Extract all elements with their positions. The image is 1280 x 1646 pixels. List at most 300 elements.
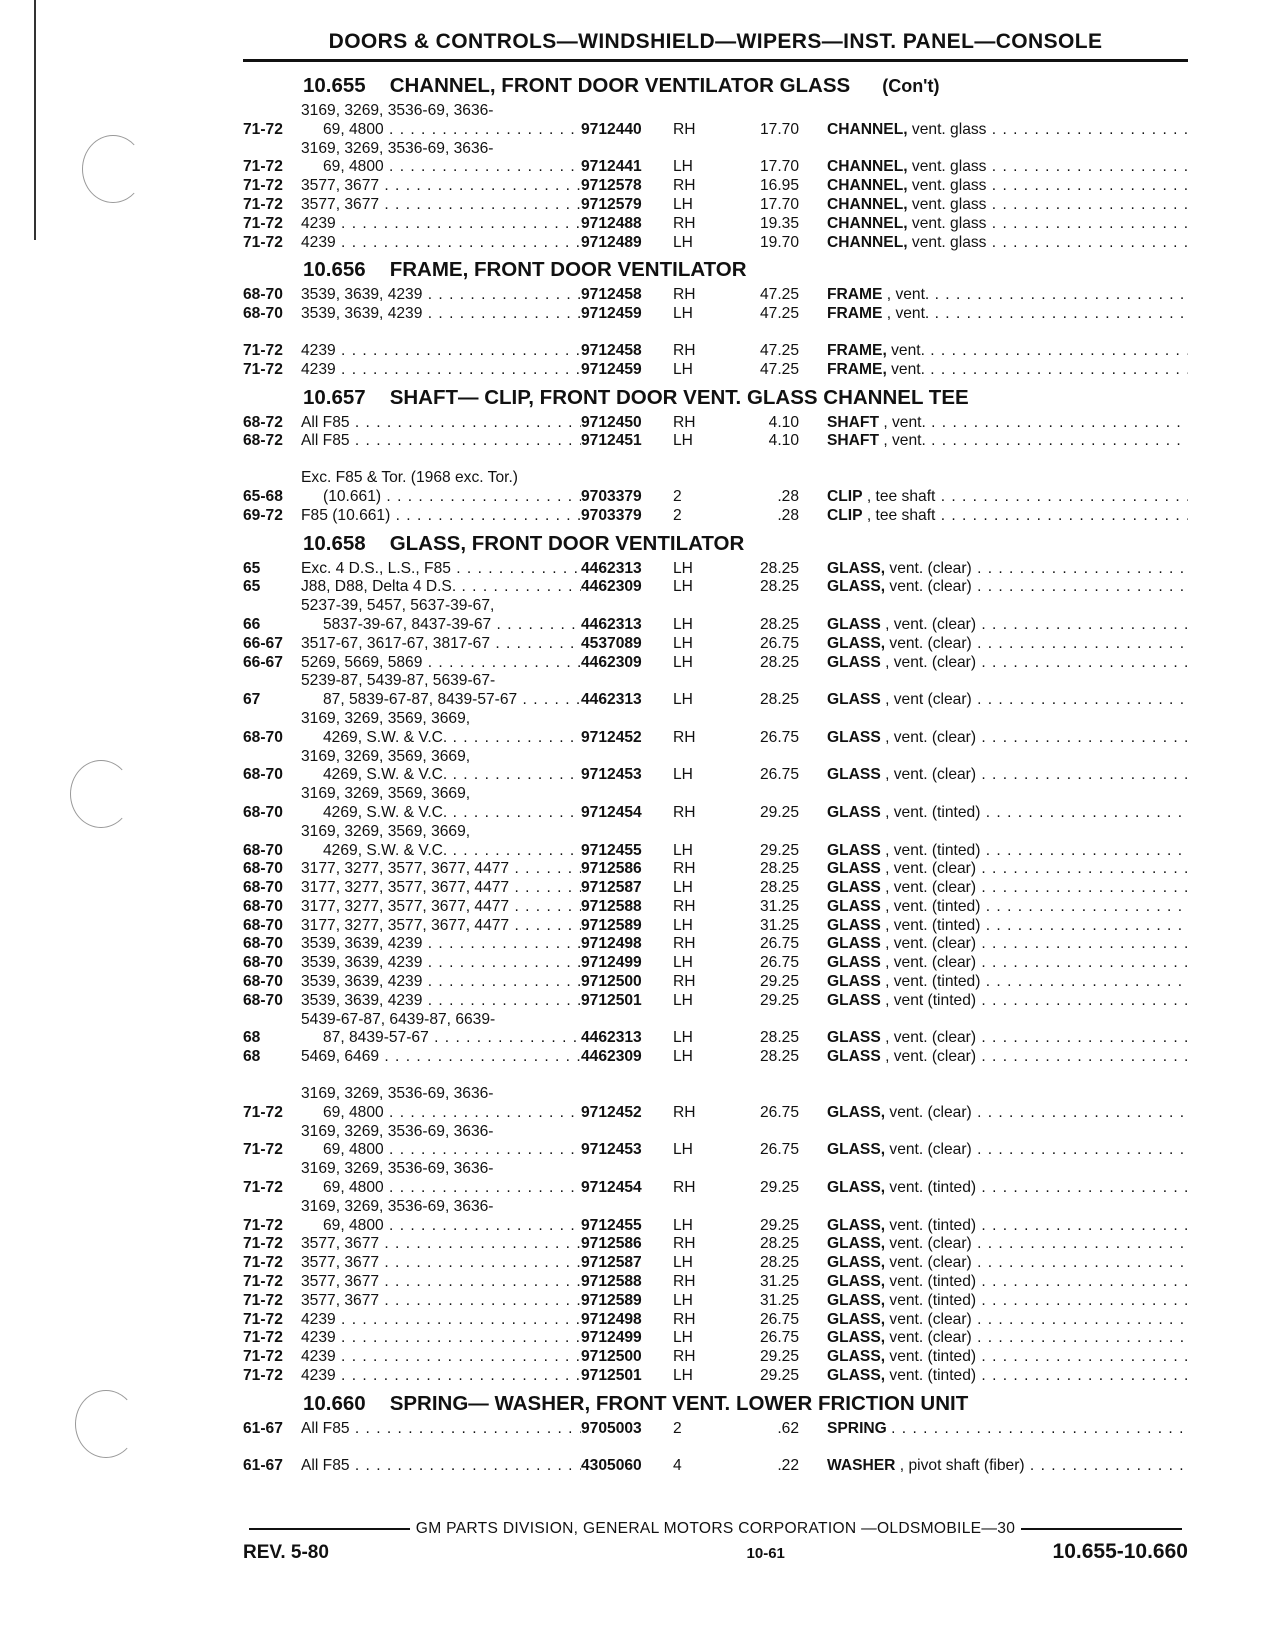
description-name: SHAFT xyxy=(827,413,879,431)
description xyxy=(827,616,1188,635)
section-title: FRAME, FRONT DOOR VENTILATOR xyxy=(389,258,747,282)
quantity-side: RH xyxy=(673,1310,696,1328)
model-years: 71-72 xyxy=(243,195,283,213)
parts-row xyxy=(243,1160,1188,1198)
quantity-side: LH xyxy=(673,578,693,596)
price: 29.25 xyxy=(759,803,799,821)
model-line: All F85 . . . xyxy=(301,1457,581,1476)
description xyxy=(827,973,1188,992)
description-detail: vent. (clear) xyxy=(889,1254,972,1272)
description-name: GLASS xyxy=(827,803,881,821)
page-left-rule xyxy=(34,0,36,240)
model-line: 3577, 3677 . . . xyxy=(301,1254,581,1273)
description xyxy=(827,804,1188,823)
part-number: 9703379 xyxy=(581,506,642,524)
quantity-side: RH xyxy=(673,935,696,953)
part-number: 9712501 xyxy=(581,1367,642,1385)
model-line: 87, 8439-57-67 . . . xyxy=(301,1029,581,1048)
description xyxy=(827,414,1188,433)
parts-row xyxy=(243,597,1188,635)
part-number: 9712453 xyxy=(581,766,642,784)
model-years: 68 xyxy=(243,1048,261,1066)
description xyxy=(827,1292,1188,1311)
parts-row xyxy=(243,361,1188,380)
model-line: 69, 4800 . . . xyxy=(301,1179,581,1198)
model-line: 69, 4800 . . . xyxy=(301,1141,581,1160)
model-list xyxy=(301,785,581,823)
parts-row xyxy=(243,1457,1188,1476)
quantity-side: 4 xyxy=(673,1456,682,1474)
model-list xyxy=(301,1048,581,1067)
model-line: 69, 4800 . . . xyxy=(301,121,581,140)
parts-row xyxy=(243,1329,1188,1348)
model-list xyxy=(301,1273,581,1292)
model-years: 68-70 xyxy=(243,879,283,897)
model-years: 68-70 xyxy=(243,935,283,953)
parts-row xyxy=(243,1254,1188,1273)
section-title: SHAFT— CLIP, FRONT DOOR VENT. GLASS CHANNEL TEE xyxy=(389,385,969,409)
model-years: 68-70 xyxy=(243,841,283,859)
description xyxy=(827,898,1188,917)
parts-row xyxy=(243,823,1188,861)
description-detail: , vent. (tinted) xyxy=(885,803,981,821)
model-years: 65 xyxy=(243,559,261,577)
section-number: 10.660 xyxy=(303,1391,366,1415)
description-name: FRAME xyxy=(827,305,883,323)
model-line: 3169, 3269, 3536-69, 3636- xyxy=(301,139,494,157)
model-years: 71-72 xyxy=(243,1310,283,1328)
footer-rule-left xyxy=(249,1528,410,1530)
description-name: SHAFT xyxy=(827,432,879,450)
price: 47.25 xyxy=(759,305,799,323)
part-number: 9712586 xyxy=(581,860,642,878)
price: 26.75 xyxy=(759,1329,799,1347)
section-number: 10.657 xyxy=(303,385,366,409)
model-line: 4239 . . . xyxy=(301,1348,581,1367)
description-name: GLASS xyxy=(827,879,881,897)
model-line: 4239 . . . xyxy=(301,215,581,234)
quantity-side: LH xyxy=(673,991,693,1009)
part-number: 9712453 xyxy=(581,1141,642,1159)
description-detail: , tee shaft xyxy=(866,506,936,524)
description-name: GLASS xyxy=(827,991,881,1009)
price: 16.95 xyxy=(759,177,799,195)
part-number: 4462313 xyxy=(581,559,642,577)
price: 28.25 xyxy=(759,615,799,633)
model-years: 61-67 xyxy=(243,1419,283,1437)
description-detail: , vent. (clear) xyxy=(885,766,977,784)
description xyxy=(827,158,1188,177)
description xyxy=(827,1457,1188,1476)
model-list xyxy=(301,140,581,178)
model-years: 68-70 xyxy=(243,991,283,1009)
description xyxy=(827,432,1188,451)
model-years: 68-70 xyxy=(243,916,283,934)
description-detail: , pivot shaft (fiber) xyxy=(899,1456,1025,1474)
description xyxy=(827,1348,1188,1367)
model-line: 3539, 3639, 4239 . . . xyxy=(301,286,581,305)
quantity-side: RH xyxy=(673,177,696,195)
description xyxy=(827,215,1188,234)
description-name: CLIP xyxy=(827,506,863,524)
description-detail: vent. glass xyxy=(911,214,987,232)
parts-row xyxy=(243,860,1188,879)
model-list xyxy=(301,102,581,140)
description-detail: , vent. xyxy=(886,286,930,304)
model-years: 68-70 xyxy=(243,897,283,915)
description xyxy=(827,578,1188,597)
model-years: 68-72 xyxy=(243,413,283,431)
description xyxy=(827,1104,1188,1123)
model-line: 3577, 3677 . . . xyxy=(301,1235,581,1254)
model-years: 68-70 xyxy=(243,973,283,991)
parts-row xyxy=(243,785,1188,823)
model-line: 4239 . . . xyxy=(301,1367,581,1386)
model-line: J88, D88, Delta 4 D.S. . . . xyxy=(301,578,581,597)
description xyxy=(827,635,1188,654)
price: 29.25 xyxy=(759,1367,799,1385)
quantity-side: LH xyxy=(673,1048,693,1066)
section-number: 10.658 xyxy=(303,531,366,555)
quantity-side: LH xyxy=(673,1291,693,1309)
quantity-side: RH xyxy=(673,973,696,991)
description-detail: vent. (clear) xyxy=(889,1329,972,1347)
description-detail: vent. glass xyxy=(911,120,987,138)
footer-rule-right xyxy=(1021,1528,1182,1530)
model-years: 68-70 xyxy=(243,728,283,746)
description-detail: vent. (tinted) xyxy=(889,1367,977,1385)
model-line: 87, 5839-67-87, 8439-57-67 . . . xyxy=(301,691,581,710)
quantity-side: RH xyxy=(673,1179,696,1197)
model-years: 71-72 xyxy=(243,1216,283,1234)
part-number: 4462313 xyxy=(581,691,642,709)
quantity-side: RH xyxy=(673,120,696,138)
part-number: 9712455 xyxy=(581,841,642,859)
description xyxy=(827,766,1188,785)
parts-row xyxy=(243,1311,1188,1330)
section-number: 10.655 xyxy=(303,74,366,97)
part-number: 9712588 xyxy=(581,897,642,915)
description-detail: vent. (clear) xyxy=(889,559,972,577)
description-name: CHANNEL, xyxy=(827,177,908,195)
description-name: CHANNEL, xyxy=(827,120,908,138)
parts-row xyxy=(243,1123,1188,1161)
part-number: 9712578 xyxy=(581,177,642,195)
model-years: 68-70 xyxy=(243,286,283,304)
model-list xyxy=(301,1123,581,1161)
section-title: GLASS, FRONT DOOR VENTILATOR xyxy=(389,531,745,555)
price: 29.25 xyxy=(759,1348,799,1366)
description-detail: , tee shaft xyxy=(866,487,936,505)
description-detail: , vent. (clear) xyxy=(885,615,977,633)
description-name: GLASS, xyxy=(827,1103,886,1121)
part-number: 9712501 xyxy=(581,991,642,1009)
price: .62 xyxy=(777,1419,799,1437)
price: 26.75 xyxy=(759,954,799,972)
price: 28.25 xyxy=(759,879,799,897)
description xyxy=(827,691,1188,710)
model-list xyxy=(301,196,581,215)
description-name: GLASS, xyxy=(827,1367,886,1385)
part-number: 9712489 xyxy=(581,233,642,251)
model-list xyxy=(301,1235,581,1254)
model-years: 61-67 xyxy=(243,1456,283,1474)
price: 26.75 xyxy=(759,935,799,953)
price: 29.25 xyxy=(759,841,799,859)
part-number: 9712499 xyxy=(581,1329,642,1347)
description-detail: vent. (tinted) xyxy=(889,1273,977,1291)
parts-row xyxy=(243,414,1188,433)
description-name: GLASS, xyxy=(827,578,886,596)
model-years: 68-70 xyxy=(243,766,283,784)
part-number: 4462309 xyxy=(581,1048,642,1066)
price: 31.25 xyxy=(759,916,799,934)
model-line: 5439-67-87, 6439-87, 6639- xyxy=(301,1010,496,1028)
model-list xyxy=(301,361,581,380)
description-name: GLASS, xyxy=(827,1216,886,1234)
model-list xyxy=(301,1160,581,1198)
parts-row xyxy=(243,1048,1188,1067)
model-list xyxy=(301,560,581,579)
binder-hole xyxy=(75,1390,137,1458)
model-years: 71-72 xyxy=(243,214,283,232)
description-name: CHANNEL, xyxy=(827,214,908,232)
quantity-side: RH xyxy=(673,341,696,359)
part-number: 9712458 xyxy=(581,341,642,359)
quantity-side: LH xyxy=(673,1254,693,1272)
description-name: GLASS, xyxy=(827,1348,886,1366)
model-list xyxy=(301,1329,581,1348)
model-line: 4239 . . . xyxy=(301,1329,581,1348)
description-detail: , vent. xyxy=(883,432,926,450)
description-name: GLASS xyxy=(827,691,881,709)
model-line: 3169, 3269, 3536-69, 3636- xyxy=(301,1122,494,1140)
description-name: CHANNEL, xyxy=(827,158,908,176)
description xyxy=(827,361,1188,380)
description xyxy=(827,1311,1188,1330)
model-years: 69-72 xyxy=(243,506,283,524)
model-list xyxy=(301,710,581,748)
quantity-side: RH xyxy=(673,1235,696,1253)
quantity-side: LH xyxy=(673,305,693,323)
quantity-side: LH xyxy=(673,634,693,652)
model-list xyxy=(301,215,581,234)
description-detail: vent. glass xyxy=(911,195,987,213)
description-detail: , vent. (clear) xyxy=(885,860,977,878)
description-name: GLASS xyxy=(827,954,881,972)
part-number: 9712450 xyxy=(581,413,642,431)
model-line: 3539, 3639, 4239 . . . xyxy=(301,992,581,1011)
description xyxy=(827,935,1188,954)
description-name: GLASS, xyxy=(827,634,886,652)
footer-bottom xyxy=(243,1540,1188,1564)
model-list xyxy=(301,1367,581,1386)
description xyxy=(827,954,1188,973)
part-number: 4537089 xyxy=(581,634,642,652)
description-name: GLASS xyxy=(827,860,881,878)
model-line: F85 (10.661) . . . xyxy=(301,507,581,526)
model-line: 3539, 3639, 4239 . . . xyxy=(301,305,581,324)
section-heading xyxy=(243,1392,1188,1416)
revision-label: REV. 5-80 xyxy=(243,1542,329,1563)
price: 26.75 xyxy=(759,1103,799,1121)
model-years: 71-72 xyxy=(243,1291,283,1309)
price: 29.25 xyxy=(759,1216,799,1234)
description-detail: , vent. (tinted) xyxy=(885,841,981,859)
model-line: 5837-39-67, 8437-39-67 . . . xyxy=(301,616,581,635)
description xyxy=(827,860,1188,879)
model-years: 65-68 xyxy=(243,487,283,505)
price: 4.10 xyxy=(768,413,799,431)
model-years: 71-72 xyxy=(243,1103,283,1121)
description xyxy=(827,654,1188,673)
model-line: 4239 . . . xyxy=(301,342,581,361)
description xyxy=(827,488,1188,507)
description-detail: , vent. xyxy=(883,413,926,431)
parts-row xyxy=(243,342,1188,361)
description-detail: vent. (clear) xyxy=(889,1141,972,1159)
quantity-side: LH xyxy=(673,1141,693,1159)
price: 28.25 xyxy=(759,691,799,709)
part-number: 9712587 xyxy=(581,879,642,897)
model-line: All F85 . . . xyxy=(301,414,581,433)
parts-row xyxy=(243,898,1188,917)
parts-row xyxy=(243,992,1188,1011)
description-detail: vent. (clear) xyxy=(889,634,972,652)
price: 19.35 xyxy=(759,214,799,232)
price: 29.25 xyxy=(759,991,799,1009)
model-list xyxy=(301,469,581,507)
description-detail: , vent. (tinted) xyxy=(885,916,981,934)
parts-row xyxy=(243,879,1188,898)
part-number: 9712452 xyxy=(581,1103,642,1121)
parts-row xyxy=(243,102,1188,140)
description xyxy=(827,1235,1188,1254)
model-list xyxy=(301,898,581,917)
price: .22 xyxy=(777,1456,799,1474)
part-number: 9712500 xyxy=(581,1348,642,1366)
part-number: 9712441 xyxy=(581,158,642,176)
description-name: FRAME xyxy=(827,286,883,304)
model-list xyxy=(301,1198,581,1236)
model-list xyxy=(301,305,581,324)
description-name: GLASS xyxy=(827,897,881,915)
section-number: 10.656 xyxy=(303,258,366,282)
part-number: 9712587 xyxy=(581,1254,642,1272)
model-years: 65 xyxy=(243,578,261,596)
part-number: 9712459 xyxy=(581,305,642,323)
description-detail: vent. xyxy=(891,360,925,378)
model-line: 69, 4800 . . . xyxy=(301,1217,581,1236)
model-line: Exc. 4 D.S., L.S., F85 . . . xyxy=(301,560,581,579)
description-detail: vent. glass xyxy=(911,177,987,195)
parts-row xyxy=(243,748,1188,786)
price: 17.70 xyxy=(759,120,799,138)
description-name: GLASS xyxy=(827,766,881,784)
model-line: 3539, 3639, 4239 . . . xyxy=(301,935,581,954)
model-years: 68-70 xyxy=(243,803,283,821)
model-list xyxy=(301,578,581,597)
model-line: 3169, 3269, 3536-69, 3636- xyxy=(301,1197,494,1215)
part-number: 4462309 xyxy=(581,578,642,596)
price: .28 xyxy=(777,506,799,524)
part-number: 9712500 xyxy=(581,973,642,991)
quantity-side: LH xyxy=(673,954,693,972)
model-years: 68-70 xyxy=(243,305,283,323)
model-line: All F85 . . . xyxy=(301,1420,581,1439)
model-years: 71-72 xyxy=(243,1367,283,1385)
description-detail: vent. (tinted) xyxy=(889,1216,977,1234)
price: 31.25 xyxy=(759,1273,799,1291)
model-line: 5269, 5669, 5869 . . . xyxy=(301,654,581,673)
parts-row xyxy=(243,635,1188,654)
price: 26.75 xyxy=(759,1141,799,1159)
part-number: 4462313 xyxy=(581,615,642,633)
model-line: 4269, S.W. & V.C. . . . xyxy=(301,729,581,748)
model-line: 5469, 6469 . . . xyxy=(301,1048,581,1067)
quantity-side: LH xyxy=(673,691,693,709)
price: 19.70 xyxy=(759,233,799,251)
model-years: 68 xyxy=(243,1029,261,1047)
model-list xyxy=(301,1311,581,1330)
part-number: 9712440 xyxy=(581,120,642,138)
price: 29.25 xyxy=(759,1179,799,1197)
description-detail: , vent. (clear) xyxy=(885,879,977,897)
parts-row xyxy=(243,507,1188,526)
quantity-side: LH xyxy=(673,195,693,213)
model-list xyxy=(301,507,581,526)
section-heading xyxy=(243,74,1188,98)
description-detail: vent. (clear) xyxy=(889,1103,972,1121)
model-years: 66-67 xyxy=(243,634,283,652)
description-name: FRAME, xyxy=(827,341,887,359)
part-number: 9712498 xyxy=(581,935,642,953)
model-years: 66 xyxy=(243,615,261,633)
part-number: 4462309 xyxy=(581,653,642,671)
description-name: GLASS xyxy=(827,935,881,953)
description-detail: , vent. (tinted) xyxy=(885,973,981,991)
model-line: 69, 4800 . . . xyxy=(301,1104,581,1123)
description-detail: vent. (tinted) xyxy=(889,1291,977,1309)
model-list xyxy=(301,992,581,1011)
model-list xyxy=(301,917,581,936)
parts-row xyxy=(243,469,1188,507)
quantity-side: LH xyxy=(673,766,693,784)
description-name: GLASS xyxy=(827,916,881,934)
price: 28.25 xyxy=(759,578,799,596)
model-years: 66-67 xyxy=(243,653,283,671)
description xyxy=(827,1048,1188,1067)
quantity-side: LH xyxy=(673,559,693,577)
part-number: 9712498 xyxy=(581,1310,642,1328)
price: 47.25 xyxy=(759,360,799,378)
parts-row xyxy=(243,1292,1188,1311)
page-title: DOORS & CONTROLS—WINDSHIELD—WIPERS—INST. PANEL—CONSOLE xyxy=(243,30,1188,62)
quantity-side: 2 xyxy=(673,487,682,505)
model-line: 3577, 3677 . . . xyxy=(301,1292,581,1311)
quantity-side: RH xyxy=(673,413,696,431)
description-name: GLASS, xyxy=(827,1273,886,1291)
description-name: GLASS xyxy=(827,1029,881,1047)
model-list xyxy=(301,414,581,433)
quantity-side: LH xyxy=(673,615,693,633)
parts-listing xyxy=(243,68,1188,1475)
footer-division: GM PARTS DIVISION, GENERAL MOTORS CORPORATION —OLDSMOBILE—30 xyxy=(415,1520,1016,1537)
price: 17.70 xyxy=(759,158,799,176)
description-detail: vent. (tinted) xyxy=(889,1179,977,1197)
price: 26.75 xyxy=(759,728,799,746)
model-line: 3169, 3269, 3569, 3669, xyxy=(301,785,471,803)
